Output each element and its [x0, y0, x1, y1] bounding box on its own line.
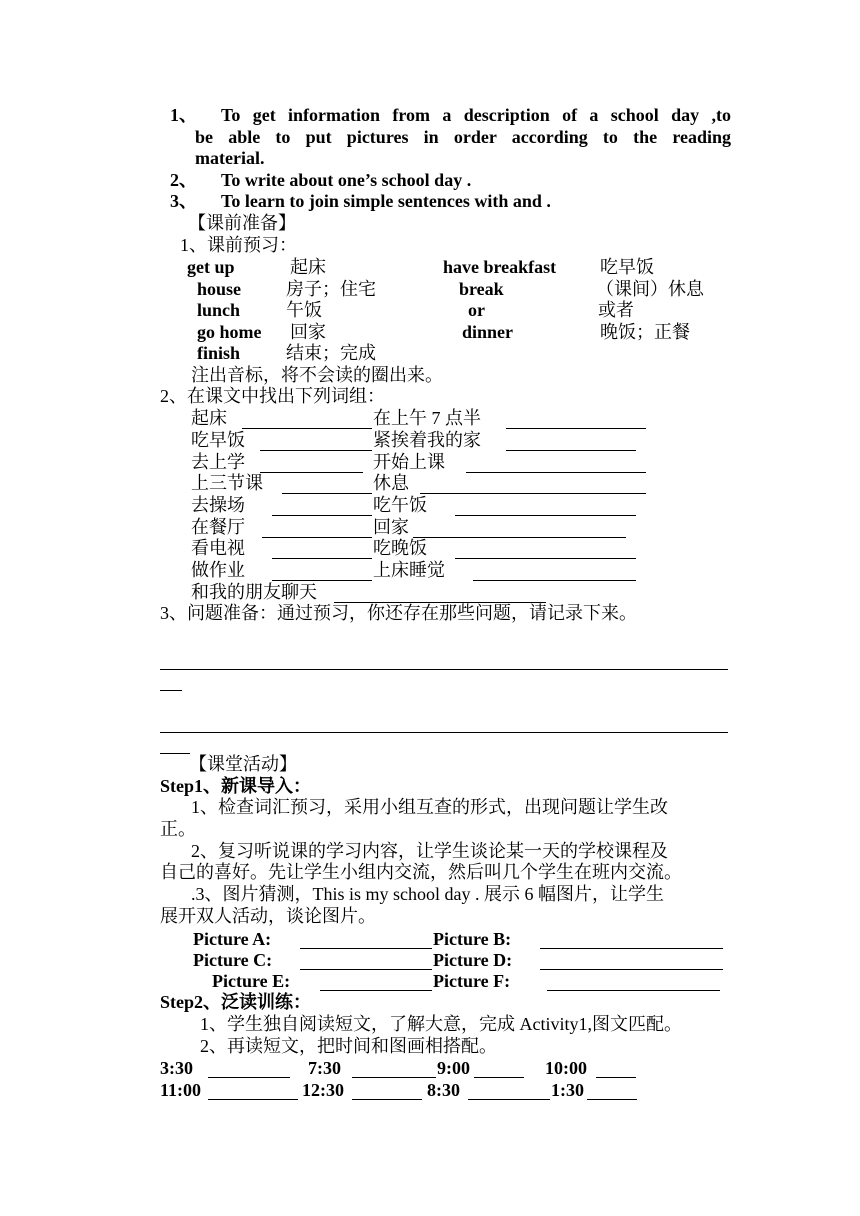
- preview-title: 1、课前预习：: [180, 235, 297, 255]
- answer-blank[interactable]: [272, 515, 372, 516]
- answer-blank[interactable]: [473, 580, 636, 581]
- time-label: 11:00: [160, 1080, 202, 1100]
- answer-blank[interactable]: [596, 1077, 636, 1078]
- vocab-en: get up: [187, 257, 235, 277]
- vocab-en: lunch: [197, 300, 241, 320]
- phrase-item: 休息: [373, 473, 409, 493]
- phrase-item: 回家: [373, 517, 409, 537]
- vocab-zh: 午饭: [286, 300, 322, 320]
- answer-line[interactable]: [160, 690, 182, 691]
- step2-item2: 2、再读短文，把时间和图画相搭配。: [200, 1036, 497, 1056]
- time-label: 1:30: [551, 1080, 584, 1100]
- objective-3-text: To learn to join simple sentences with and .: [221, 191, 551, 211]
- picture-label: Picture F:: [433, 971, 511, 991]
- vocab-en: or: [468, 300, 485, 320]
- picture-label: Picture A:: [193, 929, 272, 949]
- phrase-item: 看电视: [191, 538, 245, 558]
- phrase-item: 吃晚饭: [373, 538, 427, 558]
- vocab-en: break: [459, 279, 504, 299]
- questions-title: 3、问题准备：通过预习，你还存在那些问题，请记录下来。: [160, 603, 637, 623]
- vocab-zh: 回家: [290, 322, 326, 342]
- phrase-item: 去上学: [191, 452, 245, 472]
- answer-blank[interactable]: [282, 493, 372, 494]
- time-label: 9:00: [437, 1058, 470, 1078]
- objective-1-line3: material.: [195, 148, 265, 168]
- vocab-zh: 晚饭；正餐: [600, 322, 690, 342]
- time-label: 8:30: [427, 1080, 460, 1100]
- time-label: 12:30: [302, 1080, 344, 1100]
- answer-blank[interactable]: [260, 450, 372, 451]
- answer-blank[interactable]: [352, 1099, 422, 1100]
- answer-line[interactable]: [160, 753, 190, 754]
- answer-blank[interactable]: [352, 1077, 436, 1078]
- vocab-en: house: [197, 279, 242, 299]
- phrase-item: 上床睡觉: [373, 560, 445, 580]
- vocab-zh: 或者: [598, 300, 634, 320]
- answer-blank[interactable]: [420, 493, 646, 494]
- step1-item3: [191, 884, 664, 905]
- answer-blank[interactable]: [468, 1099, 550, 1100]
- time-label: 7:30: [308, 1058, 341, 1078]
- answer-blank[interactable]: [272, 558, 372, 559]
- answer-blank[interactable]: [262, 537, 372, 538]
- step1-item1-cont: 正。: [160, 819, 196, 839]
- step1-item2-cont: 自己的喜好。先让学生小组内交流，然后叫几个学生在班内交流。: [160, 862, 682, 882]
- phrases-title: 2、在课文中找出下列词组：: [160, 386, 385, 406]
- objective-3-number: 3、: [170, 191, 197, 211]
- answer-blank[interactable]: [506, 450, 636, 451]
- objective-1-line2: be able to put pictures in order according to the reading: [195, 127, 731, 147]
- phrase-item: 去操场: [191, 495, 245, 515]
- vocab-zh: 结束；完成: [286, 343, 376, 363]
- vocab-en: finish: [197, 343, 241, 363]
- vocab-zh: 房子；住宅: [286, 279, 376, 299]
- phrase-item: 和我的朋友聊天: [191, 582, 317, 602]
- vocab-zh: （课间）休息: [596, 279, 704, 299]
- answer-blank[interactable]: [506, 428, 646, 429]
- phrase-item: 做作业: [191, 560, 245, 580]
- phrase-item: 开始上课: [373, 452, 445, 472]
- time-label: 3:30: [160, 1058, 193, 1078]
- phrase-item: 上三节课: [191, 473, 263, 493]
- picture-label: Picture D:: [433, 950, 513, 970]
- vocab-zh: 起床: [290, 257, 326, 277]
- answer-blank[interactable]: [547, 990, 720, 991]
- step1-item3-cont: 展开双人活动，谈论图片。: [160, 906, 376, 926]
- picture-label: Picture B:: [433, 929, 512, 949]
- answer-blank[interactable]: [466, 472, 646, 473]
- answer-blank[interactable]: [242, 428, 372, 429]
- answer-blank[interactable]: [540, 948, 723, 949]
- picture-label: Picture E:: [212, 971, 291, 991]
- picture-label: Picture C:: [193, 950, 273, 970]
- answer-line[interactable]: [160, 669, 728, 670]
- phrase-item: 起床: [191, 408, 227, 428]
- answer-blank[interactable]: [208, 1077, 290, 1078]
- answer-blank[interactable]: [455, 558, 636, 559]
- answer-line[interactable]: [160, 732, 728, 733]
- phrase-item: 吃午饭: [373, 495, 427, 515]
- answer-blank[interactable]: [260, 472, 363, 473]
- step1-title: Step1、新课导入：: [160, 776, 312, 796]
- answer-blank[interactable]: [320, 990, 432, 991]
- objective-2-text: To write about one’s school day .: [221, 170, 472, 190]
- objective-1-number: 1、: [170, 105, 197, 125]
- objective-1-line1: To get information from a description of a school day ,to: [221, 105, 731, 125]
- answer-blank[interactable]: [474, 1077, 524, 1078]
- time-label: 10:00: [545, 1058, 587, 1078]
- vocab-en: dinner: [462, 322, 514, 342]
- step1-item3-text: .3、图片猜测，This is my school day . 展示 6 幅图片，让学生: [191, 884, 664, 904]
- phrase-item: 在上午 7 点半: [373, 408, 481, 428]
- vocab-en: go home: [197, 322, 262, 342]
- answer-blank[interactable]: [300, 948, 432, 949]
- answer-blank[interactable]: [272, 580, 372, 581]
- phrase-item: 在餐厅: [191, 517, 245, 537]
- phonetic-note: 注出音标，将不会读的圈出来。: [191, 365, 443, 385]
- phrase-item: 紧挨着我的家: [373, 430, 481, 450]
- answer-blank[interactable]: [208, 1099, 298, 1100]
- prep-heading: 【课前准备】: [188, 213, 296, 233]
- answer-blank[interactable]: [300, 969, 432, 970]
- answer-blank[interactable]: [413, 537, 626, 538]
- step1-item2: 2、复习听说课的学习内容，让学生谈论某一天的学校课程及: [191, 841, 668, 861]
- answer-blank[interactable]: [540, 969, 723, 970]
- class-heading: 【课堂活动】: [189, 754, 297, 774]
- objective-2-number: 2、: [170, 170, 197, 190]
- vocab-en: have breakfast: [443, 257, 557, 277]
- phrase-item: 吃早饭: [191, 430, 245, 450]
- answer-blank[interactable]: [587, 1099, 637, 1100]
- step1-item1: 1、检查词汇预习，采用小组互查的形式，出现问题让学生改: [191, 797, 668, 817]
- step2-item1: 1、学生独自阅读短文，了解大意，完成 Activity1,图文匹配。: [200, 1014, 682, 1034]
- answer-blank[interactable]: [455, 515, 636, 516]
- vocab-zh: 吃早饭: [600, 257, 654, 277]
- step2-title: Step2、泛读训练：: [160, 992, 312, 1012]
